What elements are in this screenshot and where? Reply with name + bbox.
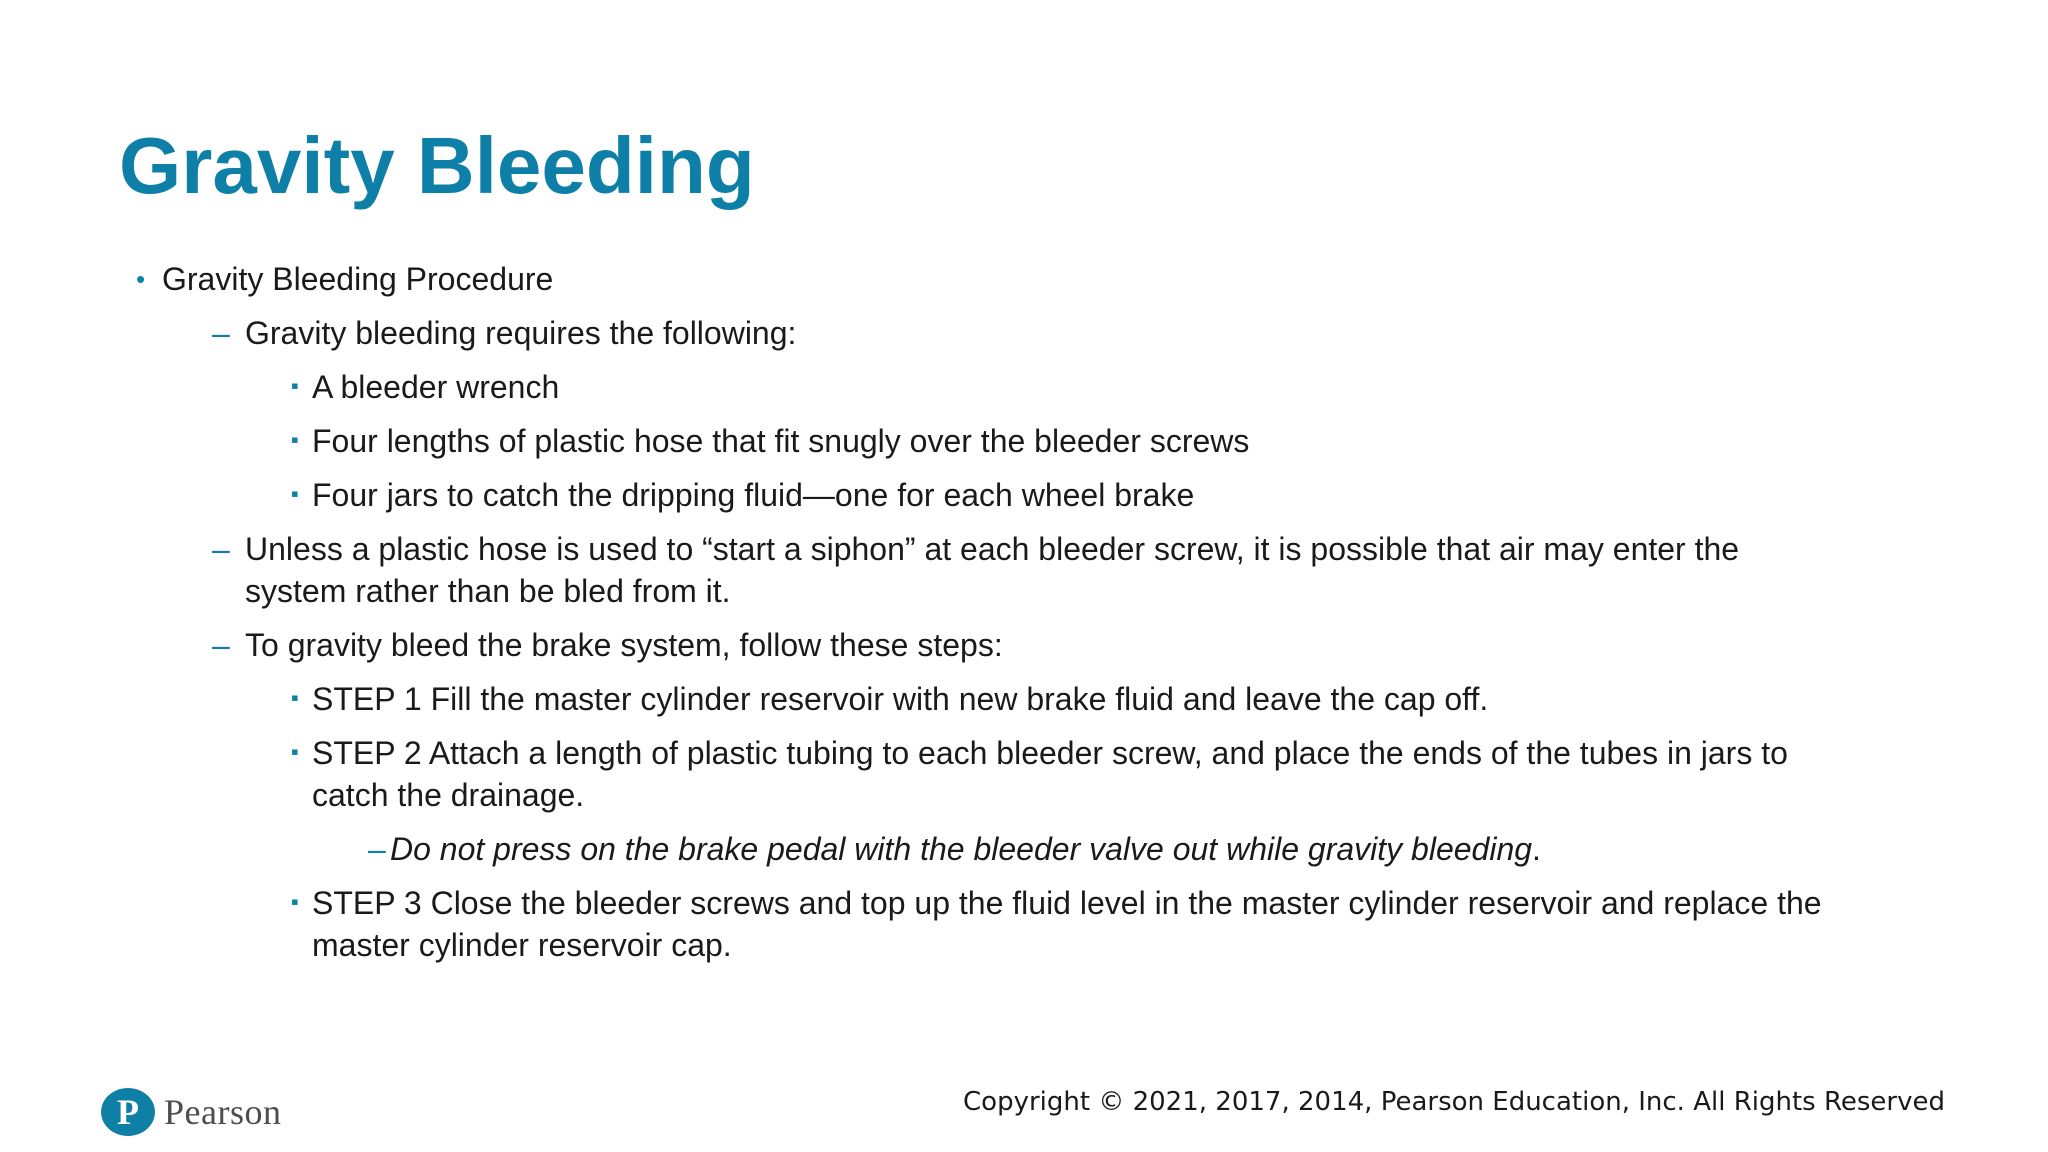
list-item-step-1 <box>291 678 1489 720</box>
sub-bullet-steps-intro <box>212 624 1003 666</box>
list-item-bleeder-wrench <box>291 366 560 408</box>
bullet-text-line-2: catch the drainage. <box>312 777 585 813</box>
bullet-gravity-bleeding-procedure <box>136 258 554 300</box>
bullet-text: Gravity bleeding requires the following: <box>245 315 797 351</box>
bullet-text: Four jars to catch the dripping fluid—one for each wheel brake <box>312 477 1195 513</box>
sub-bullet-siphon-warning <box>212 528 1740 612</box>
pearson-logo <box>100 1087 281 1137</box>
list-item-step-3 <box>291 882 1822 966</box>
list-item-step-2 <box>291 732 1788 816</box>
square-marker: ▪ <box>291 685 299 710</box>
bullet-text-line-2: system rather than be bled from it. <box>245 573 731 609</box>
bullet-marker: • <box>136 264 146 294</box>
copyright-notice: Copyright © 2021, 2017, 2014, Pearson Education, Inc. All Rights Reserved <box>963 1087 1945 1117</box>
slide-title: Gravity Bleeding <box>119 121 755 210</box>
dash-marker: – <box>212 531 230 567</box>
step-2-caution-note <box>368 828 1541 870</box>
square-marker: ▪ <box>291 373 299 398</box>
bullet-text-line-1: STEP 2 Attach a length of plastic tubing to each bleeder screw, and place the ends of the tubes in jars to <box>312 735 1788 771</box>
dash-marker: – <box>368 831 386 867</box>
dash-marker: – <box>212 627 230 663</box>
bullet-text: Four lengths of plastic hose that fit snugly over the bleeder screws <box>312 423 1250 459</box>
sub-bullet-requirements <box>212 312 797 354</box>
logo-letter: P <box>117 1092 139 1132</box>
dash-marker: – <box>212 315 230 351</box>
bullet-text: STEP 1 Fill the master cylinder reservoir with new brake fluid and leave the cap off. <box>312 681 1489 717</box>
list-item-four-jars <box>291 474 1195 516</box>
square-marker: ▪ <box>291 481 299 506</box>
bullet-text: Gravity Bleeding Procedure <box>162 261 554 297</box>
bullet-text-line-2: master cylinder reservoir cap. <box>312 927 732 963</box>
square-marker: ▪ <box>291 739 299 764</box>
logo-wordmark: Pearson <box>164 1092 282 1132</box>
bullet-text: To gravity bleed the brake system, follow these steps: <box>245 627 1003 663</box>
list-item-plastic-hose <box>291 420 1250 462</box>
caution-text: Do not press on the brake pedal with the bleeder valve out while gravity bleeding <box>390 831 1533 867</box>
bullet-text: A bleeder wrench <box>312 369 560 405</box>
square-marker: ▪ <box>291 427 299 452</box>
caution-period: . <box>1532 831 1541 867</box>
bullet-text-line-1: Unless a plastic hose is used to “start a siphon” at each bleeder screw, it is possible that air may enter the <box>245 531 1740 567</box>
square-marker: ▪ <box>291 889 299 914</box>
bullet-text-line-1: STEP 3 Close the bleeder screws and top up the fluid level in the master cylinder reservoir and replace the <box>312 885 1822 921</box>
pearson-logo-icon <box>100 1087 156 1137</box>
